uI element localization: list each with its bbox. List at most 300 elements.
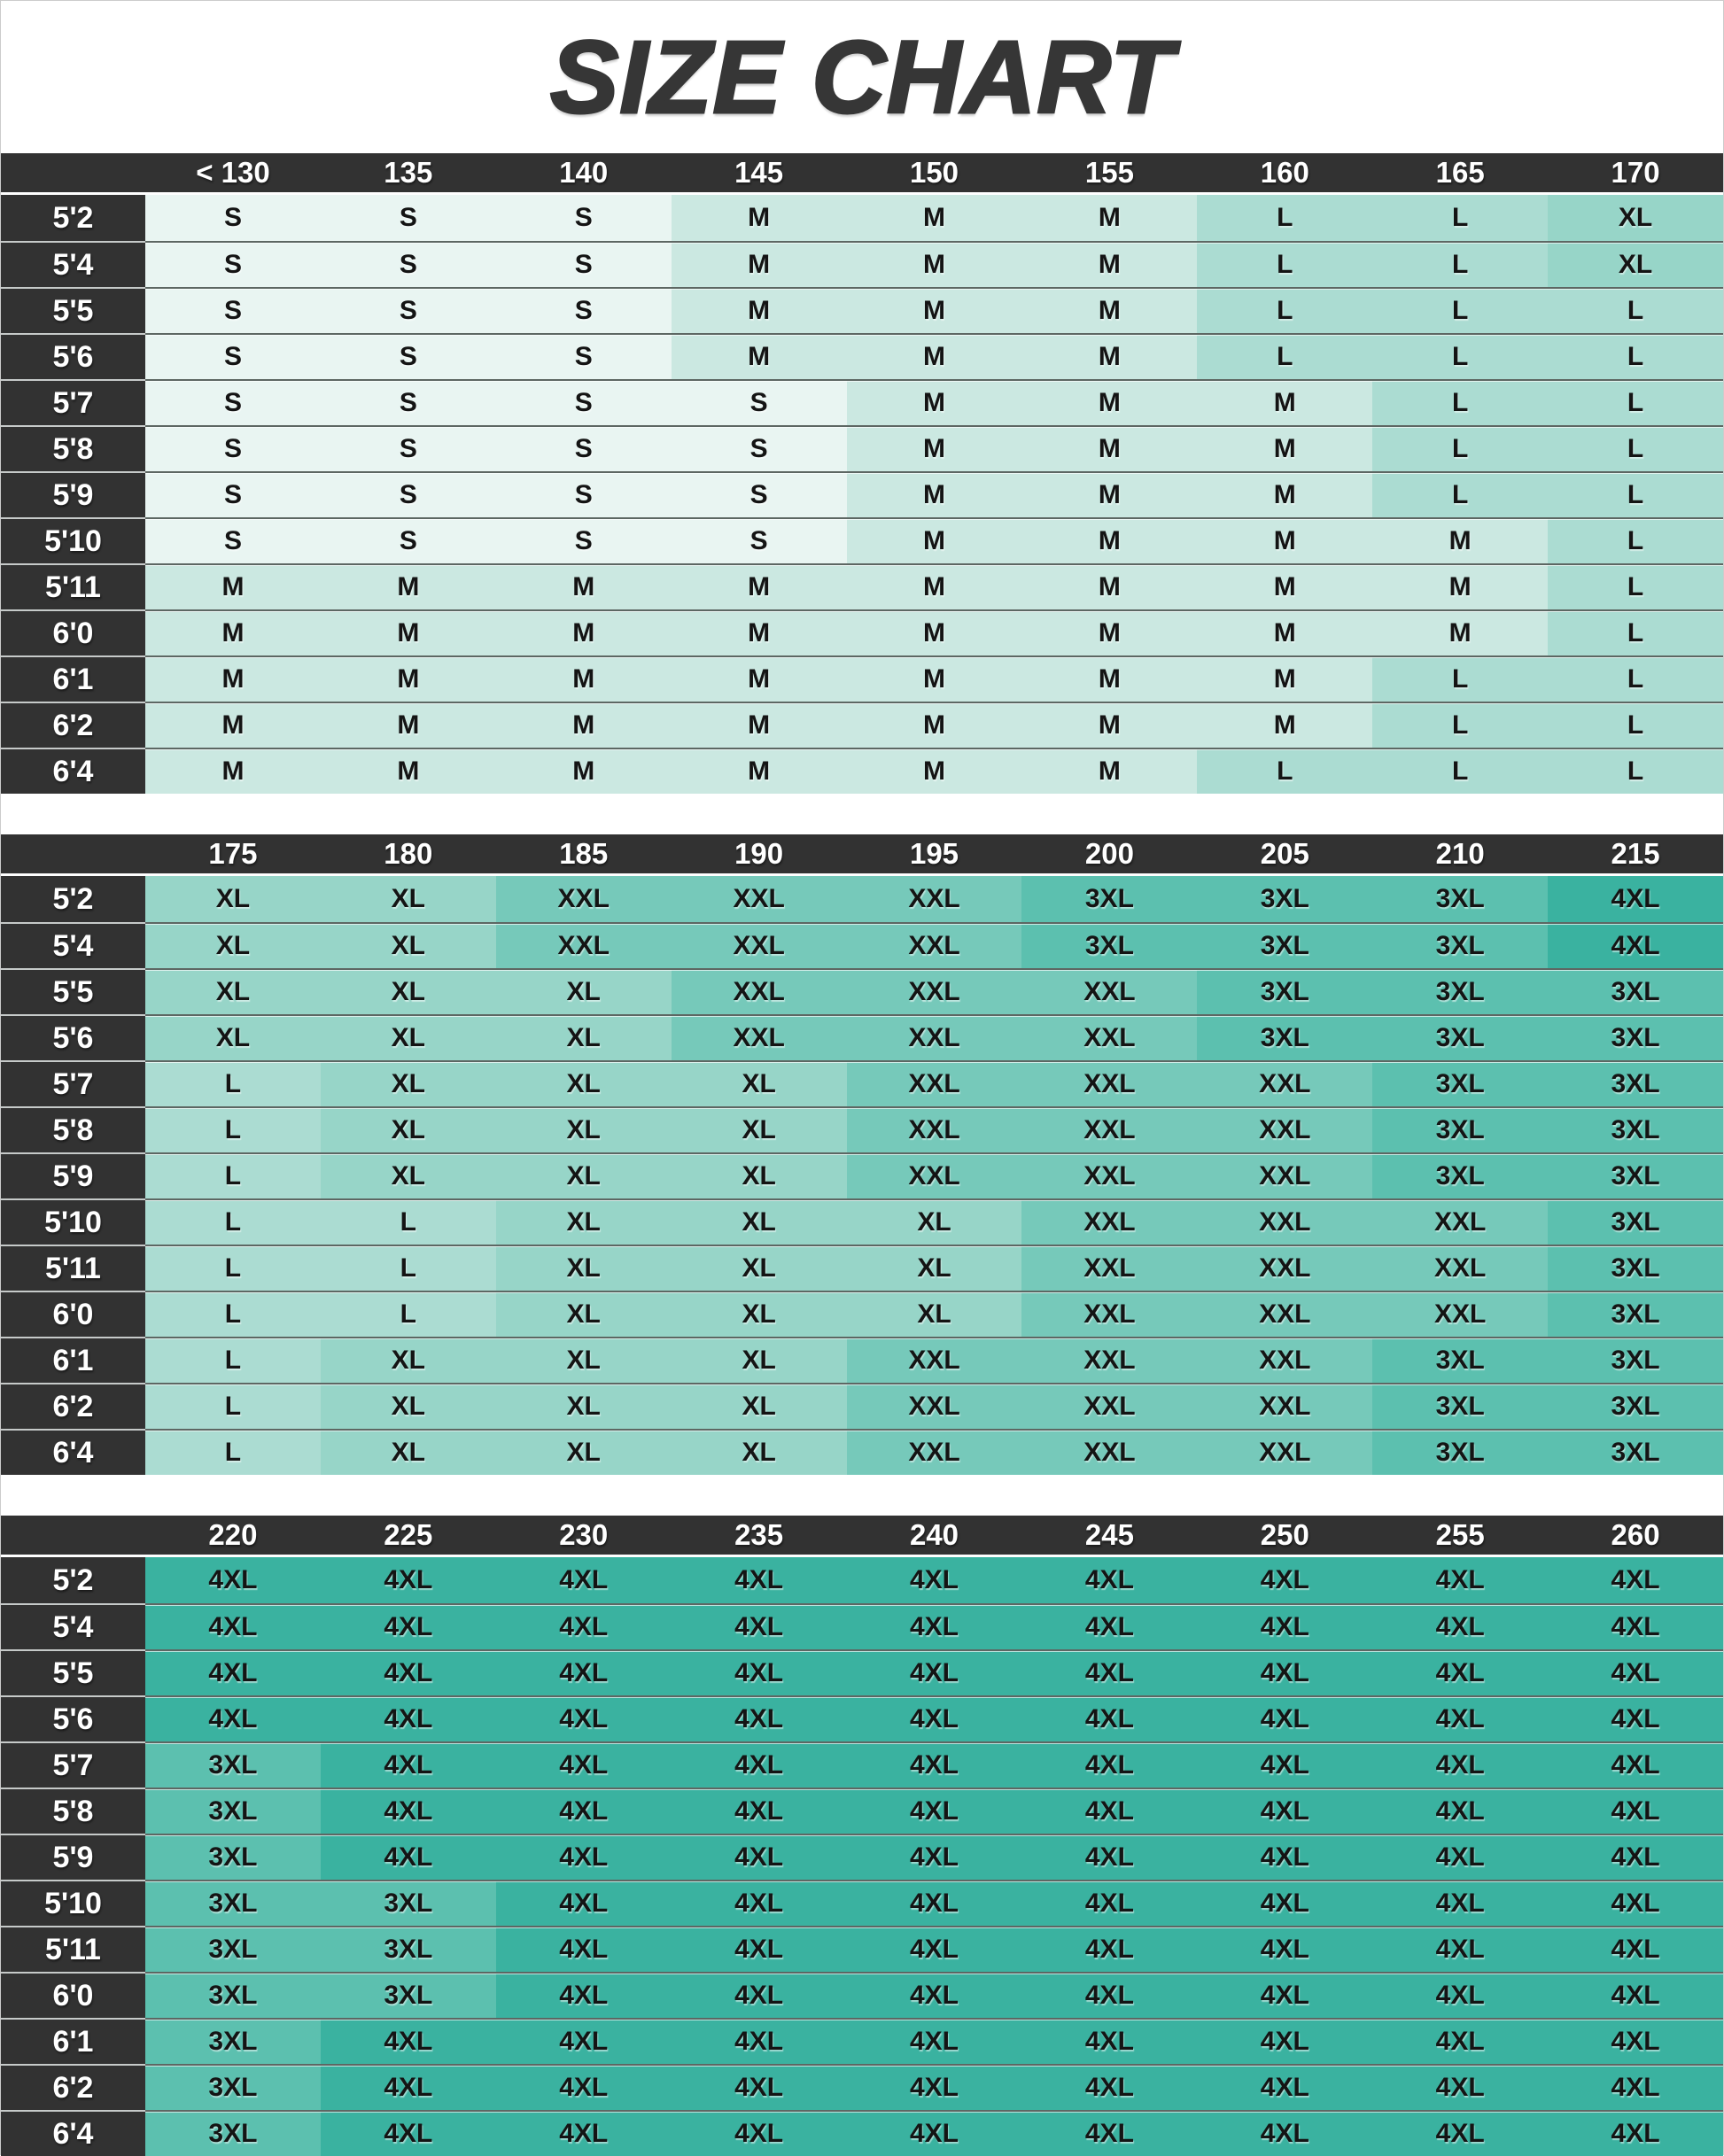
size-cell: XXL (1372, 1246, 1548, 1291)
size-cell: M (847, 657, 1022, 702)
size-cell: XXL (1197, 1292, 1372, 1337)
height-label: 5'4 (1, 922, 145, 968)
size-cells (145, 195, 1723, 241)
size-cell: M (672, 703, 847, 748)
size-cell: M (847, 565, 1022, 609)
size-cell: 3XL (1548, 1154, 1723, 1198)
table-row (1, 609, 1723, 655)
size-cells (145, 968, 1723, 1014)
size-cell: 4XL (1548, 1557, 1723, 1603)
size-cell: 4XL (847, 1605, 1022, 1649)
height-label: 5'7 (1, 1741, 145, 1788)
size-cell: 4XL (672, 1835, 847, 1880)
size-cell: XXL (847, 1431, 1022, 1475)
table-row (1, 1198, 1723, 1245)
size-cell: S (321, 335, 496, 379)
size-cell: 3XL (1548, 970, 1723, 1014)
size-cell: S (145, 195, 321, 241)
height-label: 6'0 (1, 1972, 145, 2018)
size-cell: 4XL (1372, 1743, 1548, 1788)
weight-header: 190 (734, 837, 784, 870)
size-cell: S (672, 519, 847, 563)
size-cell: 4XL (321, 1835, 496, 1880)
size-cell: XL (672, 1292, 847, 1337)
size-cell: S (321, 195, 496, 241)
size-cell: XXL (1021, 1108, 1197, 1152)
height-label: 6'0 (1, 1291, 145, 1337)
size-cell: XL (496, 1108, 672, 1152)
size-cell: M (496, 611, 672, 655)
size-cell: 4XL (1548, 2020, 1723, 2064)
size-cell: 4XL (1021, 1789, 1197, 1834)
size-cell: M (672, 243, 847, 287)
weight-header: 145 (734, 156, 784, 189)
size-cell: XL (672, 1108, 847, 1152)
size-cell: 4XL (1021, 1835, 1197, 1880)
size-cell: S (145, 427, 321, 471)
height-label: 5'7 (1, 1060, 145, 1106)
size-cell: L (1372, 381, 1548, 425)
table-row (1, 922, 1723, 968)
size-cell: XL (672, 1200, 847, 1245)
size-cell: L (1372, 703, 1548, 748)
size-cell: S (321, 243, 496, 287)
size-cell: 4XL (1548, 924, 1723, 968)
size-cell: 4XL (1197, 1605, 1372, 1649)
size-cell: L (321, 1200, 496, 1245)
size-cell: M (1021, 427, 1197, 471)
size-cells (145, 333, 1723, 379)
size-cell: L (1372, 657, 1548, 702)
size-cell: 3XL (1372, 970, 1548, 1014)
size-cell: 3XL (1548, 1431, 1723, 1475)
size-cell: 4XL (672, 1789, 847, 1834)
size-cell: 4XL (1372, 1835, 1548, 1880)
size-cell: 3XL (1372, 1016, 1548, 1060)
size-cells (145, 2064, 1723, 2110)
size-cell: L (1372, 289, 1548, 333)
size-cell: 4XL (847, 1557, 1022, 1603)
size-cell: M (847, 473, 1022, 517)
size-cell: XL (321, 970, 496, 1014)
table-row (1, 195, 1723, 241)
weight-header: 260 (1611, 1518, 1660, 1551)
size-cell: 3XL (1548, 1062, 1723, 1106)
size-cell: XL (145, 924, 321, 968)
size-cell: XL (321, 1062, 496, 1106)
size-cell: 4XL (496, 1835, 672, 1880)
table-row (1, 1972, 1723, 2018)
height-label: 5'9 (1, 471, 145, 517)
table-row (1, 1291, 1723, 1337)
size-cell: L (145, 1062, 321, 1106)
height-label: 5'9 (1, 1152, 145, 1198)
size-cells (145, 1198, 1723, 1245)
size-cell: XXL (1197, 1384, 1372, 1429)
size-cell: 3XL (1372, 924, 1548, 968)
weight-header: 175 (208, 837, 258, 870)
height-label: 6'4 (1, 2110, 145, 2156)
size-cell: 3XL (321, 1974, 496, 2018)
size-cell: 4XL (1548, 1697, 1723, 1741)
size-cell: XL (847, 1292, 1022, 1337)
size-cells (145, 702, 1723, 748)
size-cell: XXL (496, 876, 672, 922)
size-cell: 4XL (145, 1651, 321, 1695)
size-cell: M (847, 611, 1022, 655)
size-cell: 4XL (1021, 1743, 1197, 1788)
table-row (1, 2018, 1723, 2064)
size-cell: 4XL (672, 1557, 847, 1603)
size-cell: XXL (1372, 1292, 1548, 1337)
size-cell: L (1197, 243, 1372, 287)
weight-header: 215 (1611, 837, 1660, 870)
size-cell: 3XL (1372, 1338, 1548, 1383)
size-cell: XXL (1021, 1338, 1197, 1383)
size-cell: 4XL (847, 1881, 1022, 1926)
size-cell: XL (496, 1384, 672, 1429)
size-cell: XXL (1021, 1200, 1197, 1245)
size-cell: 4XL (496, 1974, 672, 2018)
size-cell: L (145, 1200, 321, 1245)
size-cells (145, 1060, 1723, 1106)
size-cell: 4XL (496, 1789, 672, 1834)
size-cell: XL (321, 1108, 496, 1152)
size-cell: 4XL (1548, 1835, 1723, 1880)
size-cell: 4XL (1548, 1927, 1723, 1972)
size-cell: 4XL (672, 2066, 847, 2110)
height-label: 6'2 (1, 1383, 145, 1429)
size-cell: 4XL (1372, 2066, 1548, 2110)
size-cell: L (1548, 611, 1723, 655)
size-cell: XXL (1197, 1246, 1372, 1291)
size-cell: 4XL (321, 1789, 496, 1834)
size-cell: XXL (1197, 1108, 1372, 1152)
size-cell: M (1021, 565, 1197, 609)
size-cell: 3XL (1021, 924, 1197, 968)
size-cell: S (496, 427, 672, 471)
height-label: 6'1 (1, 655, 145, 702)
size-cell: M (847, 427, 1022, 471)
size-cell: XXL (1021, 1016, 1197, 1060)
size-cell: 4XL (1197, 1789, 1372, 1834)
size-cell: L (1548, 473, 1723, 517)
size-cell: M (145, 703, 321, 748)
size-cell: S (145, 473, 321, 517)
size-cell: 4XL (672, 1697, 847, 1741)
size-cell: 3XL (145, 1881, 321, 1926)
table-row (1, 1603, 1723, 1649)
size-cell: 4XL (145, 1557, 321, 1603)
table-row (1, 1152, 1723, 1198)
size-cell: 3XL (1197, 1016, 1372, 1060)
size-cell: 4XL (321, 2112, 496, 2156)
size-cell: M (496, 703, 672, 748)
size-cell: L (1548, 335, 1723, 379)
size-cell: 3XL (145, 1789, 321, 1834)
size-cell: 4XL (496, 1605, 672, 1649)
size-cell: M (1197, 703, 1372, 748)
size-cells (145, 1603, 1723, 1649)
table-row (1, 702, 1723, 748)
size-cell: 4XL (1197, 1743, 1372, 1788)
size-cell: 4XL (1197, 1927, 1372, 1972)
size-cell: 4XL (672, 2112, 847, 2156)
size-cell: M (321, 749, 496, 794)
size-cell: L (145, 1338, 321, 1383)
size-cell: 4XL (1197, 2066, 1372, 2110)
size-cell: 4XL (1021, 1605, 1197, 1649)
size-cell: XL (321, 876, 496, 922)
weight-header: 180 (384, 837, 433, 870)
size-cell: L (1548, 703, 1723, 748)
size-cell: M (1372, 611, 1548, 655)
size-cell: 4XL (1548, 1651, 1723, 1695)
size-cell: L (1197, 289, 1372, 333)
size-cell: L (1197, 749, 1372, 794)
size-cell: 4XL (321, 1605, 496, 1649)
size-cell: 4XL (1548, 1881, 1723, 1926)
table-row (1, 379, 1723, 425)
size-cell: M (1372, 519, 1548, 563)
size-cells (145, 1291, 1723, 1337)
size-cell: 3XL (1197, 970, 1372, 1014)
size-cell: XXL (847, 876, 1022, 922)
weight-header: 200 (1084, 837, 1134, 870)
size-cell: 4XL (1372, 2112, 1548, 2156)
size-cell: XL (321, 1154, 496, 1198)
size-cell: M (672, 565, 847, 609)
size-cell: L (321, 1246, 496, 1291)
size-cell: XXL (847, 1016, 1022, 1060)
size-cell: M (321, 703, 496, 748)
weight-header-row (1, 834, 1723, 876)
size-cell: 4XL (672, 1743, 847, 1788)
table-row (1, 655, 1723, 702)
size-cell: M (1197, 381, 1372, 425)
size-cell: M (1197, 657, 1372, 702)
size-table-mid-weights (1, 834, 1723, 1475)
header-corner (1, 153, 145, 192)
size-cell: M (1021, 335, 1197, 379)
size-cell: 4XL (847, 2066, 1022, 2110)
size-cell: 4XL (1021, 1697, 1197, 1741)
size-cells (145, 2110, 1723, 2156)
size-cell: 4XL (1021, 1881, 1197, 1926)
size-cell: L (1548, 381, 1723, 425)
size-cell: 4XL (321, 1697, 496, 1741)
size-cell: XXL (847, 1154, 1022, 1198)
size-cell: M (672, 289, 847, 333)
height-label: 5'10 (1, 517, 145, 563)
size-cell: M (1021, 703, 1197, 748)
size-cell: 4XL (1372, 1697, 1548, 1741)
size-cell: 4XL (145, 1697, 321, 1741)
size-cell: XL (496, 1062, 672, 1106)
size-cell: M (1021, 381, 1197, 425)
size-cell: XXL (1021, 1384, 1197, 1429)
size-cell: 3XL (145, 1743, 321, 1788)
size-cells (145, 609, 1723, 655)
size-cell: L (321, 1292, 496, 1337)
size-cells (145, 1741, 1723, 1788)
size-cell: 4XL (1548, 1789, 1723, 1834)
size-cells (145, 1834, 1723, 1880)
size-cells (145, 425, 1723, 471)
weight-header: 150 (909, 156, 959, 189)
size-cell: 4XL (1021, 1557, 1197, 1603)
size-cell: L (1372, 195, 1548, 241)
height-label: 5'4 (1, 1603, 145, 1649)
height-label: 5'8 (1, 1106, 145, 1152)
size-cell: S (145, 519, 321, 563)
size-cell: L (1372, 473, 1548, 517)
size-cell: S (321, 473, 496, 517)
size-cells (145, 1106, 1723, 1152)
size-cell: XXL (847, 1338, 1022, 1383)
size-cell: 4XL (847, 1651, 1022, 1695)
size-cell: 3XL (145, 2112, 321, 2156)
height-label: 6'4 (1, 1429, 145, 1475)
size-cell: S (496, 243, 672, 287)
size-cell: 4XL (847, 2020, 1022, 2064)
size-cell: XL (321, 1016, 496, 1060)
table-row (1, 425, 1723, 471)
size-cell: XL (321, 1338, 496, 1383)
page-title: SIZE CHART (550, 19, 1174, 135)
height-label: 5'4 (1, 241, 145, 287)
height-label: 6'2 (1, 702, 145, 748)
size-cells (145, 563, 1723, 609)
table-row (1, 1060, 1723, 1106)
size-cell: 4XL (847, 1835, 1022, 1880)
size-cell: 4XL (496, 2066, 672, 2110)
size-cell: 4XL (321, 2066, 496, 2110)
size-cell: 4XL (672, 1651, 847, 1695)
size-cell: 4XL (1372, 1789, 1548, 1834)
table-row (1, 1557, 1723, 1603)
size-cell: M (1372, 565, 1548, 609)
table-body (1, 876, 1723, 1475)
size-cell: 3XL (1372, 1154, 1548, 1198)
size-cell: XXL (1372, 1200, 1548, 1245)
size-cell: L (1197, 335, 1372, 379)
size-cell: L (145, 1108, 321, 1152)
size-cell: XXL (672, 1016, 847, 1060)
table-row (1, 1788, 1723, 1834)
weight-header-row (1, 153, 1723, 195)
size-cells (145, 1788, 1723, 1834)
size-cell: 4XL (1548, 2066, 1723, 2110)
size-cell: M (496, 657, 672, 702)
size-cell: 4XL (847, 2112, 1022, 2156)
table-row (1, 1926, 1723, 1972)
size-cell: M (847, 289, 1022, 333)
size-cell: L (145, 1384, 321, 1429)
size-cell: 4XL (1372, 1881, 1548, 1926)
size-cell: 4XL (672, 2020, 847, 2064)
size-cell: XXL (1197, 1431, 1372, 1475)
size-cell: S (496, 335, 672, 379)
size-cell: 3XL (1197, 924, 1372, 968)
size-cell: XXL (1197, 1338, 1372, 1383)
weight-header: 160 (1260, 156, 1309, 189)
size-cell: XL (672, 1431, 847, 1475)
size-cell: XXL (1021, 970, 1197, 1014)
size-cell: 4XL (1197, 1835, 1372, 1880)
table-row (1, 1014, 1723, 1060)
table-row (1, 1695, 1723, 1741)
size-cell: M (1021, 243, 1197, 287)
size-cell: 4XL (1372, 1651, 1548, 1695)
size-cell: XL (496, 1292, 672, 1337)
size-cell: M (1021, 611, 1197, 655)
height-label: 5'7 (1, 379, 145, 425)
weight-header: 185 (559, 837, 609, 870)
size-cell: L (1548, 519, 1723, 563)
size-cell: XL (321, 924, 496, 968)
height-label: 6'1 (1, 2018, 145, 2064)
size-cell: 4XL (1197, 2020, 1372, 2064)
size-cell: XXL (847, 970, 1022, 1014)
weight-header: 170 (1611, 156, 1660, 189)
size-cell: 3XL (1548, 1384, 1723, 1429)
size-cell: 4XL (1021, 1974, 1197, 2018)
size-cell: M (1021, 289, 1197, 333)
size-cell: 4XL (496, 1651, 672, 1695)
table-row (1, 1429, 1723, 1475)
size-cell: L (1548, 749, 1723, 794)
size-cell: 4XL (1021, 2112, 1197, 2156)
size-cell: 3XL (1197, 876, 1372, 922)
size-cell: M (321, 611, 496, 655)
size-cells (145, 748, 1723, 794)
size-cells (145, 1245, 1723, 1291)
size-cell: XL (847, 1246, 1022, 1291)
size-cells (145, 2018, 1723, 2064)
height-label: 5'5 (1, 287, 145, 333)
size-cell: L (1372, 243, 1548, 287)
size-cell: M (672, 335, 847, 379)
table-row (1, 471, 1723, 517)
size-cells (145, 876, 1723, 922)
size-cell: 4XL (847, 1789, 1022, 1834)
size-cells (145, 1337, 1723, 1383)
size-cell: M (1021, 519, 1197, 563)
size-cell: XL (496, 1200, 672, 1245)
size-cell: XXL (847, 1384, 1022, 1429)
size-cell: XL (496, 1016, 672, 1060)
size-cell: 4XL (496, 1697, 672, 1741)
height-label: 5'2 (1, 1557, 145, 1603)
size-cell: XL (672, 1062, 847, 1106)
size-cell: 4XL (672, 1605, 847, 1649)
size-cell: S (496, 519, 672, 563)
size-cell: S (145, 243, 321, 287)
size-cell: 4XL (1197, 1881, 1372, 1926)
size-cell: S (145, 335, 321, 379)
weight-header: 210 (1435, 837, 1485, 870)
size-cell: S (145, 289, 321, 333)
size-cell: 4XL (1372, 1557, 1548, 1603)
size-cell: XXL (847, 1062, 1022, 1106)
weight-header: < 130 (196, 156, 270, 189)
size-cell: 4XL (1021, 2020, 1197, 2064)
size-cell: S (496, 195, 672, 241)
weight-header: 205 (1260, 837, 1309, 870)
size-cells (145, 1383, 1723, 1429)
size-cell: 4XL (1548, 1605, 1723, 1649)
